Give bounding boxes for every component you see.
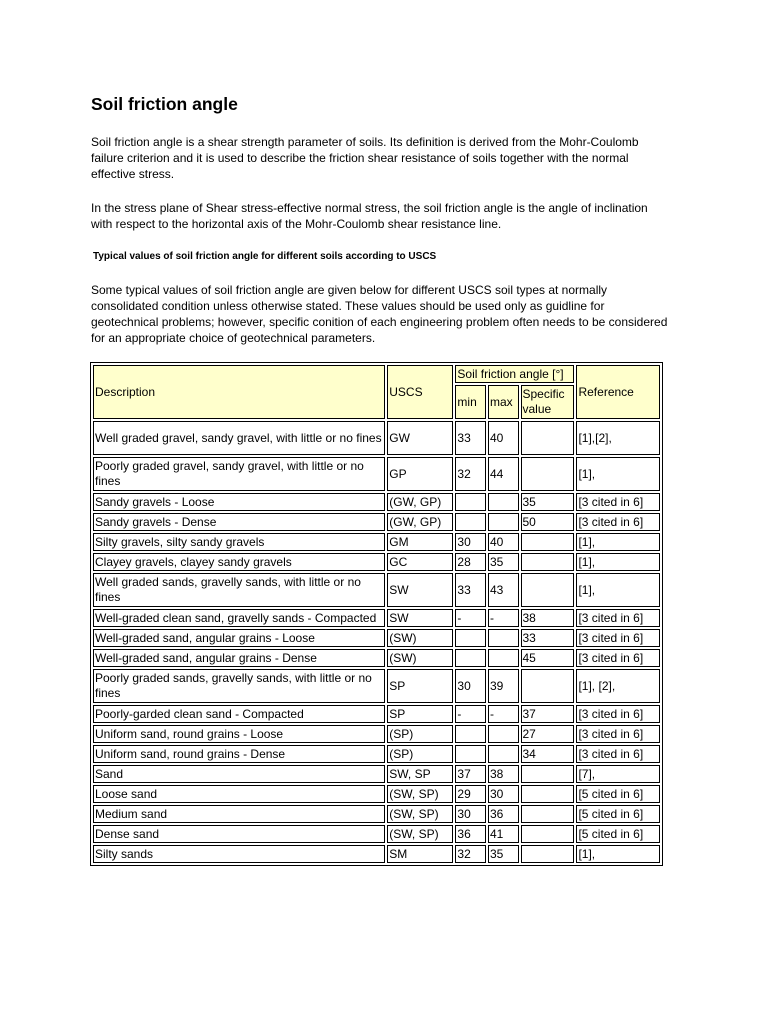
cell-min: [455, 629, 486, 647]
cell-uscs: GC: [387, 553, 453, 571]
header-specific: Specific value: [521, 385, 575, 419]
cell-description: Uniform sand, round grains - Dense: [93, 745, 385, 763]
cell-reference: [3 cited in 6]: [576, 629, 660, 647]
cell-specific: 37: [521, 705, 575, 723]
cell-min: [455, 725, 486, 743]
cell-description: Clayey gravels, clayey sandy gravels: [93, 553, 385, 571]
cell-min: 33: [455, 573, 486, 607]
cell-max: 30: [488, 785, 519, 803]
cell-specific: 33: [521, 629, 575, 647]
cell-max: 41: [488, 825, 519, 843]
table-row: [93, 765, 660, 783]
cell-min: 37: [455, 765, 486, 783]
cell-description: Well-graded clean sand, gravelly sands - Compacted: [93, 609, 385, 627]
cell-max: 40: [488, 421, 519, 455]
cell-min: -: [455, 705, 486, 723]
cell-reference: [3 cited in 6]: [576, 745, 660, 763]
cell-max: [488, 629, 519, 647]
cell-max: [488, 649, 519, 667]
cell-uscs: SM: [387, 845, 453, 863]
table-row: [93, 725, 660, 743]
cell-reference: [3 cited in 6]: [576, 609, 660, 627]
cell-uscs: SW: [387, 573, 453, 607]
cell-uscs: (GW, GP): [387, 513, 453, 531]
cell-description: Well-graded sand, angular grains - Loose: [93, 629, 385, 647]
header-description: Description: [93, 365, 385, 419]
cell-min: [455, 745, 486, 763]
cell-specific: [521, 765, 575, 783]
header-max: max: [488, 385, 519, 419]
section-paragraph: Some typical values of soil friction angle are given below for different USCS soil types at normally consolidated condition unless otherwise stated. These values should be used only as guidline for geotechnical problems; however, specific conition of each engineering problem often needs to be considered for an appropriate choice of geotechnical parameters.: [91, 283, 668, 345]
cell-min: [455, 649, 486, 667]
cell-reference: [1],: [576, 553, 660, 571]
cell-specific: 50: [521, 513, 575, 531]
cell-min: 30: [455, 805, 486, 823]
cell-specific: 34: [521, 745, 575, 763]
cell-max: 38: [488, 765, 519, 783]
table-row: [93, 745, 660, 763]
cell-uscs: (SW): [387, 649, 453, 667]
cell-min: [455, 493, 486, 511]
cell-specific: [521, 553, 575, 571]
cell-description: Dense sand: [93, 825, 385, 843]
cell-specific: [521, 669, 575, 703]
cell-reference: [1],: [576, 457, 660, 491]
cell-uscs: (SW, SP): [387, 785, 453, 803]
cell-min: 30: [455, 669, 486, 703]
cell-max: 35: [488, 845, 519, 863]
cell-uscs: GP: [387, 457, 453, 491]
table-row: [93, 705, 660, 723]
cell-reference: [3 cited in 6]: [576, 725, 660, 743]
cell-min: 30: [455, 533, 486, 551]
cell-max: [488, 513, 519, 531]
cell-description: Poorly-garded clean sand - Compacted: [93, 705, 385, 723]
cell-reference: [5 cited in 6]: [576, 825, 660, 843]
cell-min: 32: [455, 845, 486, 863]
cell-description: Poorly graded sands, gravelly sands, with little or no fines: [93, 669, 385, 703]
cell-min: 32: [455, 457, 486, 491]
cell-max: [488, 725, 519, 743]
cell-reference: [3 cited in 6]: [576, 493, 660, 511]
cell-reference: [5 cited in 6]: [576, 785, 660, 803]
cell-reference: [7],: [576, 765, 660, 783]
cell-max: -: [488, 705, 519, 723]
page-title: Soil friction angle: [91, 94, 238, 114]
cell-specific: [521, 845, 575, 863]
cell-specific: 45: [521, 649, 575, 667]
document-page: [0, 0, 671, 346]
table-row: [93, 573, 660, 607]
friction-angle-table: [90, 362, 663, 866]
cell-description: Sandy gravels - Dense: [93, 513, 385, 531]
cell-specific: [521, 573, 575, 607]
cell-uscs: GM: [387, 533, 453, 551]
cell-description: Sandy gravels - Loose: [93, 493, 385, 511]
table-row: [93, 785, 660, 803]
table-row: [93, 669, 660, 703]
table-row: [93, 845, 660, 863]
cell-uscs: (SP): [387, 745, 453, 763]
cell-reference: [1],: [576, 845, 660, 863]
cell-specific: [521, 785, 575, 803]
table-row: [93, 513, 660, 531]
cell-specific: 27: [521, 725, 575, 743]
cell-min: 33: [455, 421, 486, 455]
cell-reference: [3 cited in 6]: [576, 705, 660, 723]
cell-description: Poorly graded gravel, sandy gravel, with little or no fines: [93, 457, 385, 491]
cell-uscs: SW, SP: [387, 765, 453, 783]
cell-min: 36: [455, 825, 486, 843]
cell-specific: 35: [521, 493, 575, 511]
cell-min: 28: [455, 553, 486, 571]
cell-reference: [1],[2],: [576, 421, 660, 455]
cell-reference: [1], [2],: [576, 669, 660, 703]
cell-uscs: (GW, GP): [387, 493, 453, 511]
cell-uscs: (SW, SP): [387, 805, 453, 823]
intro-paragraph-2: In the stress plane of Shear stress-effective normal stress, the soil friction angle is the angle of inclination with respect to the horizontal axis of the Mohr-Coulomb shear resistance line.: [91, 201, 648, 231]
table-row: [93, 649, 660, 667]
cell-description: Well-graded sand, angular grains - Dense: [93, 649, 385, 667]
cell-max: 36: [488, 805, 519, 823]
cell-reference: [3 cited in 6]: [576, 649, 660, 667]
cell-min: [455, 513, 486, 531]
cell-uscs: (SW): [387, 629, 453, 647]
cell-description: Silty sands: [93, 845, 385, 863]
cell-description: Silty gravels, silty sandy gravels: [93, 533, 385, 551]
cell-description: Well graded gravel, sandy gravel, with little or no fines: [93, 421, 385, 455]
cell-min: -: [455, 609, 486, 627]
table-row: [93, 553, 660, 571]
cell-description: Medium sand: [93, 805, 385, 823]
cell-specific: 38: [521, 609, 575, 627]
cell-specific: [521, 825, 575, 843]
cell-description: Uniform sand, round grains - Loose: [93, 725, 385, 743]
cell-max: 43: [488, 573, 519, 607]
cell-description: Well graded sands, gravelly sands, with little or no fines: [93, 573, 385, 607]
header-uscs: USCS: [387, 365, 453, 419]
table-row: [93, 457, 660, 491]
table-row: [93, 493, 660, 511]
cell-min: 29: [455, 785, 486, 803]
table-row: [93, 533, 660, 551]
header-min: min: [455, 385, 486, 419]
table-row: [93, 421, 660, 455]
cell-max: 39: [488, 669, 519, 703]
cell-max: 40: [488, 533, 519, 551]
table-row: [93, 629, 660, 647]
cell-reference: [1],: [576, 533, 660, 551]
cell-uscs: (SP): [387, 725, 453, 743]
cell-uscs: (SW, SP): [387, 825, 453, 843]
cell-uscs: SP: [387, 669, 453, 703]
intro-paragraph-1: Soil friction angle is a shear strength parameter of soils. Its definition is derived from the Mohr-Coulomb failure criterion and it is used to describe the friction shear resistance of soils together with the normal effective stress.: [91, 135, 639, 181]
table-row: [93, 805, 660, 823]
cell-specific: [521, 533, 575, 551]
section-heading: Typical values of soil friction angle for different soils according to USCS: [93, 251, 437, 262]
cell-max: 44: [488, 457, 519, 491]
cell-reference: [3 cited in 6]: [576, 513, 660, 531]
cell-description: Sand: [93, 765, 385, 783]
cell-specific: [521, 805, 575, 823]
cell-uscs: GW: [387, 421, 453, 455]
cell-description: Loose sand: [93, 785, 385, 803]
header-reference: Reference: [576, 365, 660, 419]
table-row: [93, 825, 660, 843]
cell-max: 35: [488, 553, 519, 571]
cell-max: -: [488, 609, 519, 627]
table-row: [93, 609, 660, 627]
cell-uscs: SP: [387, 705, 453, 723]
cell-reference: [1],: [576, 573, 660, 607]
cell-reference: [5 cited in 6]: [576, 805, 660, 823]
cell-specific: [521, 421, 575, 455]
cell-max: [488, 493, 519, 511]
header-friction-angle: Soil friction angle [°]: [455, 365, 574, 383]
cell-specific: [521, 457, 575, 491]
cell-uscs: SW: [387, 609, 453, 627]
cell-max: [488, 745, 519, 763]
